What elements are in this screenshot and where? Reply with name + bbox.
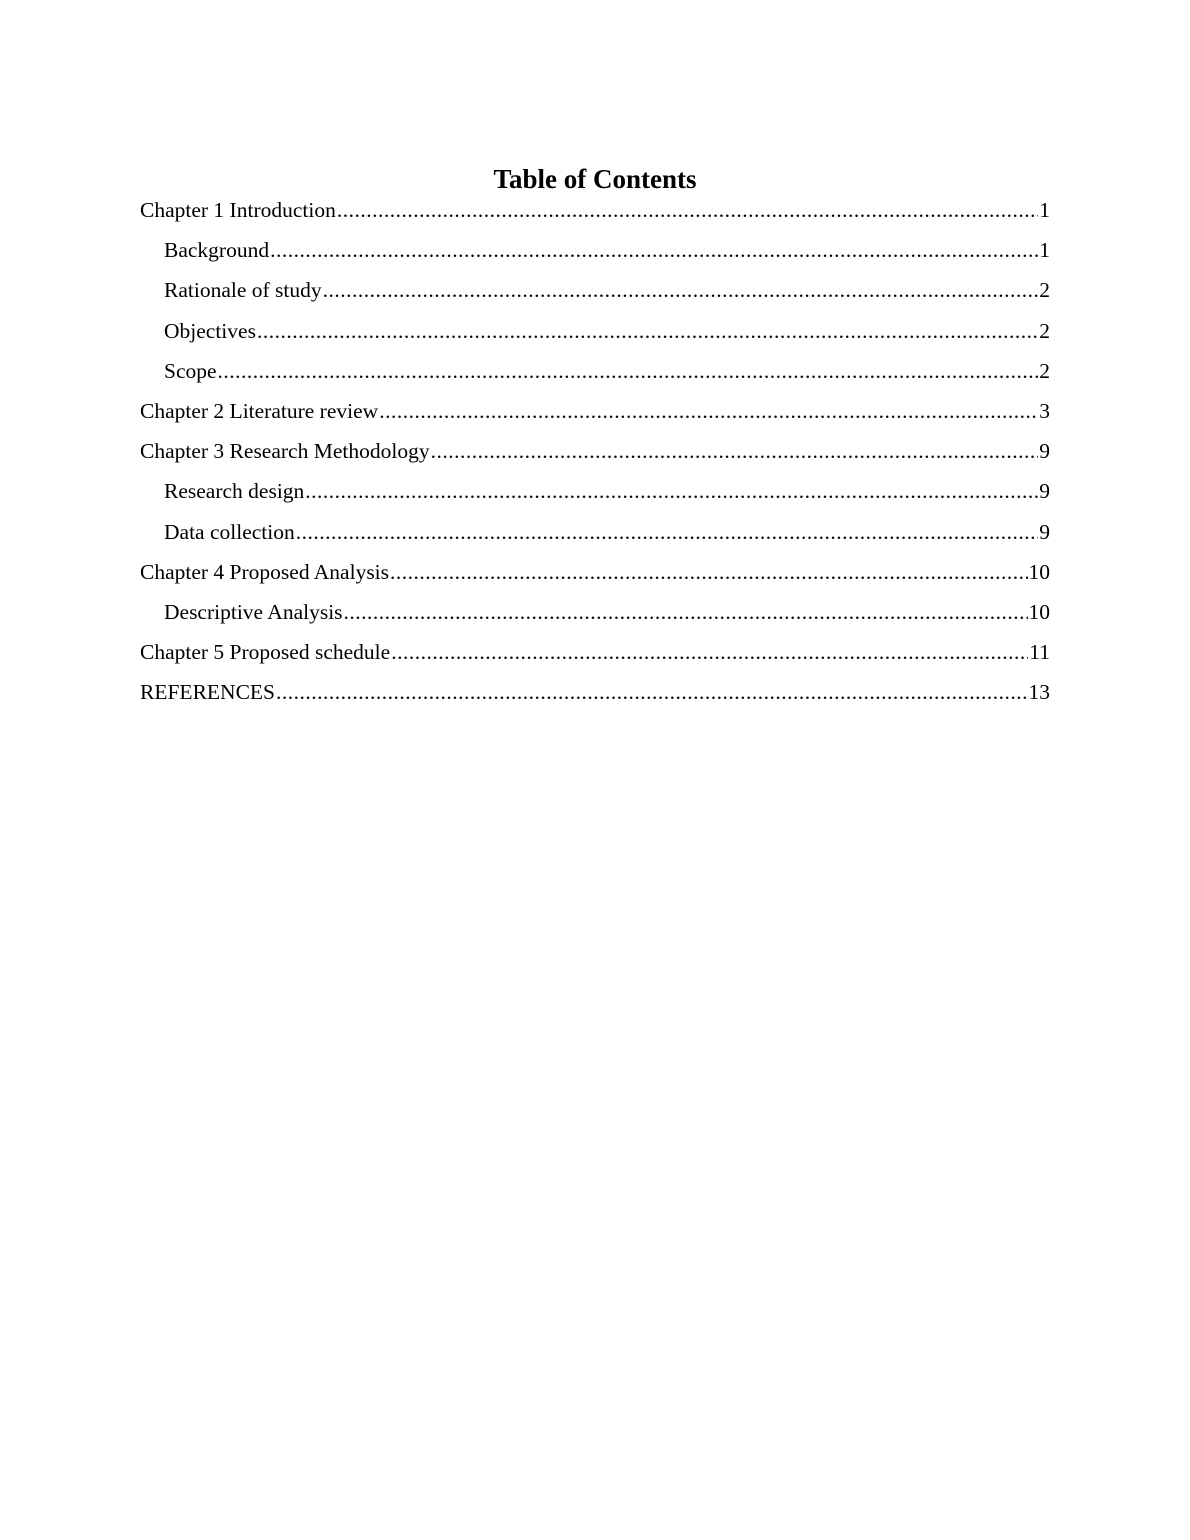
toc-entry-label: Research design	[164, 479, 305, 504]
toc-dot-leader	[275, 678, 1028, 706]
toc-dot-leader	[295, 518, 1039, 546]
toc-entry-chapter-5[interactable]	[140, 638, 1050, 678]
toc-entry-page: 1	[1039, 198, 1050, 222]
toc-list	[140, 196, 1050, 718]
toc-dot-leader	[256, 317, 1038, 345]
toc-entry-chapter-3[interactable]	[140, 437, 1050, 477]
toc-entry-rationale[interactable]	[140, 276, 1050, 316]
toc-entry-data-collection[interactable]	[140, 518, 1050, 558]
toc-entry-page: 3	[1039, 398, 1050, 423]
toc-entry-chapter-1[interactable]	[140, 196, 1050, 236]
toc-entry-label: Rationale of study	[164, 278, 322, 303]
toc-dot-leader	[430, 437, 1039, 465]
toc-entry-page: 9	[1039, 479, 1050, 504]
toc-entry-label: Chapter 5 Proposed schedule	[140, 640, 391, 665]
toc-entry-background[interactable]	[140, 236, 1050, 276]
toc-dot-leader	[336, 196, 1038, 224]
toc-dot-leader	[343, 598, 1028, 626]
toc-entry-page: 11	[1029, 640, 1050, 665]
toc-entry-label: Chapter 1 Introduction	[140, 198, 336, 222]
toc-entry-label: Chapter 3 Research Methodology	[140, 439, 430, 464]
toc-dot-leader	[304, 477, 1038, 505]
toc-dot-leader	[322, 276, 1039, 304]
toc-entry-label: Descriptive Analysis	[164, 599, 343, 624]
toc-entry-page: 2	[1039, 358, 1050, 383]
toc-entry-page: 2	[1039, 318, 1050, 343]
toc-entry-page: 9	[1039, 519, 1050, 544]
toc-entry-chapter-4[interactable]	[140, 558, 1050, 598]
toc-entry-scope[interactable]	[140, 357, 1050, 397]
toc-dot-leader	[217, 357, 1039, 385]
toc-entry-page: 9	[1039, 439, 1050, 464]
toc-entry-label: Objectives	[164, 318, 256, 343]
toc-entry-page: 1	[1039, 238, 1050, 263]
toc-dot-leader	[389, 558, 1027, 586]
toc-entry-research-design[interactable]	[140, 477, 1050, 517]
toc-entry-label: Background	[164, 238, 270, 263]
toc-entry-page: 10	[1028, 559, 1050, 584]
toc-dot-leader	[390, 638, 1028, 666]
toc-entry-references[interactable]	[140, 678, 1050, 718]
toc-entry-page: 13	[1028, 680, 1050, 705]
toc-entry-page: 10	[1028, 599, 1050, 624]
toc-title: Table of Contents	[493, 164, 697, 194]
toc-dot-leader	[269, 236, 1038, 264]
toc-entry-label: Chapter 4 Proposed Analysis	[140, 559, 390, 584]
toc-entry-descriptive-analysis[interactable]	[140, 598, 1050, 638]
toc-entry-label: Data collection	[164, 519, 295, 544]
toc-entry-label: Scope	[164, 358, 217, 383]
toc-entry-label: Chapter 2 Literature review	[140, 398, 379, 423]
toc-entry-page: 2	[1039, 278, 1050, 303]
toc-entry-chapter-2[interactable]	[140, 397, 1050, 437]
toc-entry-objectives[interactable]	[140, 317, 1050, 357]
toc-dot-leader	[378, 397, 1038, 425]
toc-entry-label: REFERENCES	[140, 680, 275, 705]
